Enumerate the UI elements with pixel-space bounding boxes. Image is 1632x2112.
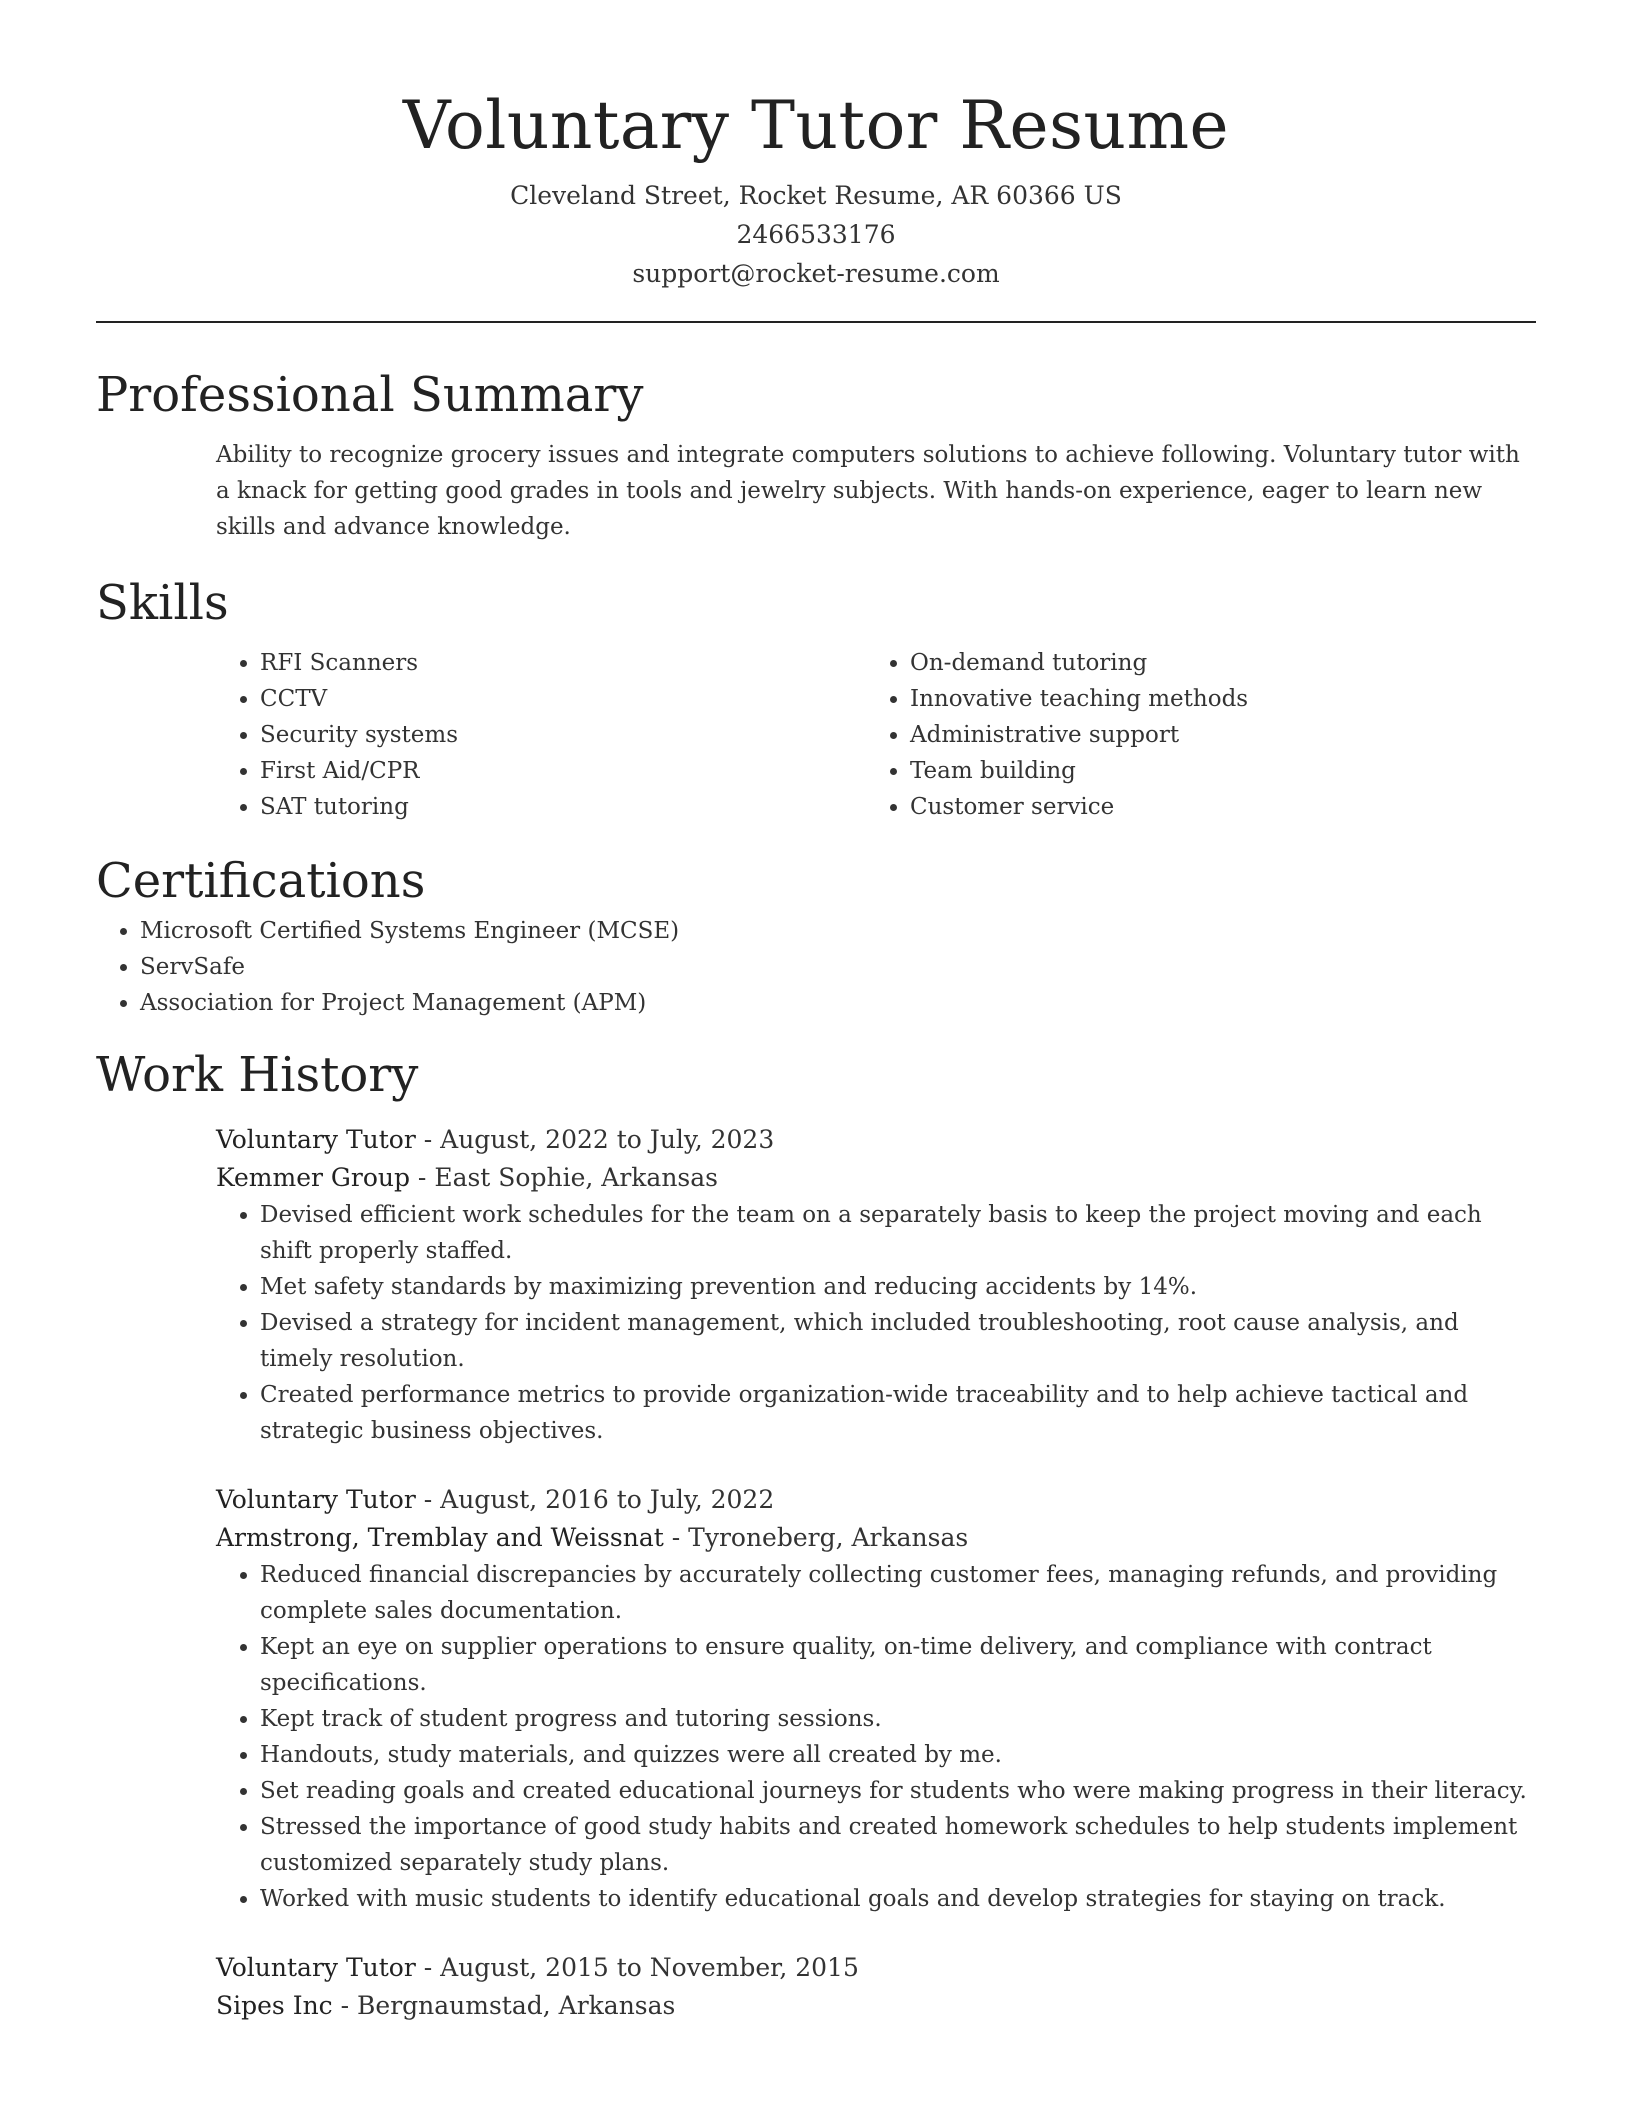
- job-duty: • Stressed the importance of good study habits and created homework schedules to help students implement customized separately study plans.: [260, 1809, 1536, 1881]
- skills-section: [96, 571, 1536, 825]
- job-title-line: [216, 1481, 1536, 1519]
- job-title: Voluntary Tutor: [216, 1953, 416, 1982]
- certification-item: • Association for Project Management (APM): [140, 985, 1536, 1021]
- resume-title: Voluntary Tutor Resume: [402, 87, 1230, 164]
- job-duty: • Handouts, study materials, and quizzes were all created by me.: [260, 1737, 1536, 1773]
- job-separator: -: [415, 1485, 441, 1514]
- job-title: Voluntary Tutor: [216, 1125, 416, 1154]
- job-separator: -: [663, 1523, 689, 1552]
- job-dates: August, 2022 to July, 2023: [440, 1125, 775, 1154]
- job-entry: [216, 1481, 1536, 1917]
- job-company-line: [216, 1159, 1536, 1197]
- job-company-line: [216, 1987, 1536, 2025]
- skills-column-left: [216, 645, 866, 825]
- certification-item: • Microsoft Certified Systems Engineer (MCSE): [140, 913, 1536, 949]
- certifications-list: [96, 913, 1536, 1021]
- skill-item: • SAT tutoring: [260, 789, 866, 825]
- resume-page: [96, 0, 1536, 2112]
- job-duty: • Worked with music students to identify educational goals and develop strategies for staying on track.: [260, 1881, 1536, 1917]
- job-entry: [216, 1949, 1536, 2025]
- job-duty: • Kept an eye on supplier operations to ensure quality, on-time delivery, and compliance with contract specifications.: [260, 1629, 1536, 1701]
- contact-address: Cleveland Street, Rocket Resume, AR 60366 US: [510, 181, 1122, 210]
- job-dates: August, 2015 to November, 2015: [440, 1953, 859, 1982]
- job-duty: • Set reading goals and created educational journeys for students who were making progress in their literacy.: [260, 1773, 1536, 1809]
- contact-email: support@rocket-resume.com: [632, 259, 1000, 288]
- resume-header: [96, 0, 1536, 293]
- skill-item: • Innovative teaching methods: [910, 681, 1516, 717]
- certifications-section: [96, 849, 1536, 1021]
- skill-item: • CCTV: [260, 681, 866, 717]
- job-dates: August, 2016 to July, 2022: [440, 1485, 775, 1514]
- skill-item: • Administrative support: [910, 717, 1516, 753]
- job-company: Kemmer Group: [216, 1163, 410, 1192]
- job-separator: -: [409, 1163, 435, 1192]
- contact-block: [96, 176, 1536, 293]
- job-title: Voluntary Tutor: [216, 1485, 416, 1514]
- summary-text: Ability to recognize grocery issues and integrate computers solutions to achieve following. Voluntary tutor with a knack for getting good grades in tools and jewelry subjects. With hands-on experience, eager to learn new skills and advance knowledge.: [216, 442, 1520, 540]
- job-separator: -: [415, 1125, 441, 1154]
- job-duty: • Devised a strategy for incident management, which included troubleshooting, root cause analysis, and timely resolution.: [260, 1305, 1536, 1377]
- job-duty: • Reduced financial discrepancies by accurately collecting customer fees, managing refunds, and providing complete sales documentation.: [260, 1557, 1536, 1629]
- job-company: Armstrong, Tremblay and Weissnat: [216, 1523, 664, 1552]
- skill-item: • On-demand tutoring: [910, 645, 1516, 681]
- skill-item: • Team building: [910, 753, 1516, 789]
- job-location: Bergnaumstad, Arkansas: [357, 1991, 676, 2020]
- job-duties-list: [216, 1197, 1536, 1449]
- job-entry: [216, 1121, 1536, 1449]
- header-divider: [96, 321, 1536, 323]
- job-separator: -: [332, 1991, 358, 2020]
- skill-item: • First Aid/CPR: [260, 753, 866, 789]
- job-title-line: [216, 1949, 1536, 1987]
- job-location: Tyroneberg, Arkansas: [688, 1523, 969, 1552]
- skill-item: • RFI Scanners: [260, 645, 866, 681]
- certifications-heading: Certifications: [96, 853, 426, 909]
- job-location: East Sophie, Arkansas: [434, 1163, 718, 1192]
- skills-heading: Skills: [96, 575, 229, 631]
- certification-item: • ServSafe: [140, 949, 1536, 985]
- skill-item: • Customer service: [910, 789, 1516, 825]
- summary-heading: Professional Summary: [96, 367, 644, 423]
- contact-phone: 2466533176: [736, 220, 896, 249]
- job-company: Sipes Inc: [216, 1991, 333, 2020]
- skills-list-left: [216, 645, 866, 825]
- job-separator: -: [415, 1953, 441, 1982]
- job-title-line: [216, 1121, 1536, 1159]
- summary-section: [96, 363, 1536, 545]
- work-history-heading: Work History: [96, 1047, 419, 1103]
- job-company-line: [216, 1519, 1536, 1557]
- skill-item: • Security systems: [260, 717, 866, 753]
- work-history-section: [96, 1043, 1536, 2025]
- job-duty: • Kept track of student progress and tutoring sessions.: [260, 1701, 1536, 1737]
- skills-grid: [216, 645, 1536, 825]
- skills-column-right: [866, 645, 1516, 825]
- skills-list-right: [866, 645, 1516, 825]
- job-duty: • Devised efficient work schedules for the team on a separately basis to keep the project moving and each shift properly staffed.: [260, 1197, 1536, 1269]
- job-duty: • Met safety standards by maximizing prevention and reducing accidents by 14%.: [260, 1269, 1536, 1305]
- job-duties-list: [216, 1557, 1536, 1917]
- job-duty: • Created performance metrics to provide organization-wide traceability and to help achieve tactical and strategic business objectives.: [260, 1377, 1536, 1449]
